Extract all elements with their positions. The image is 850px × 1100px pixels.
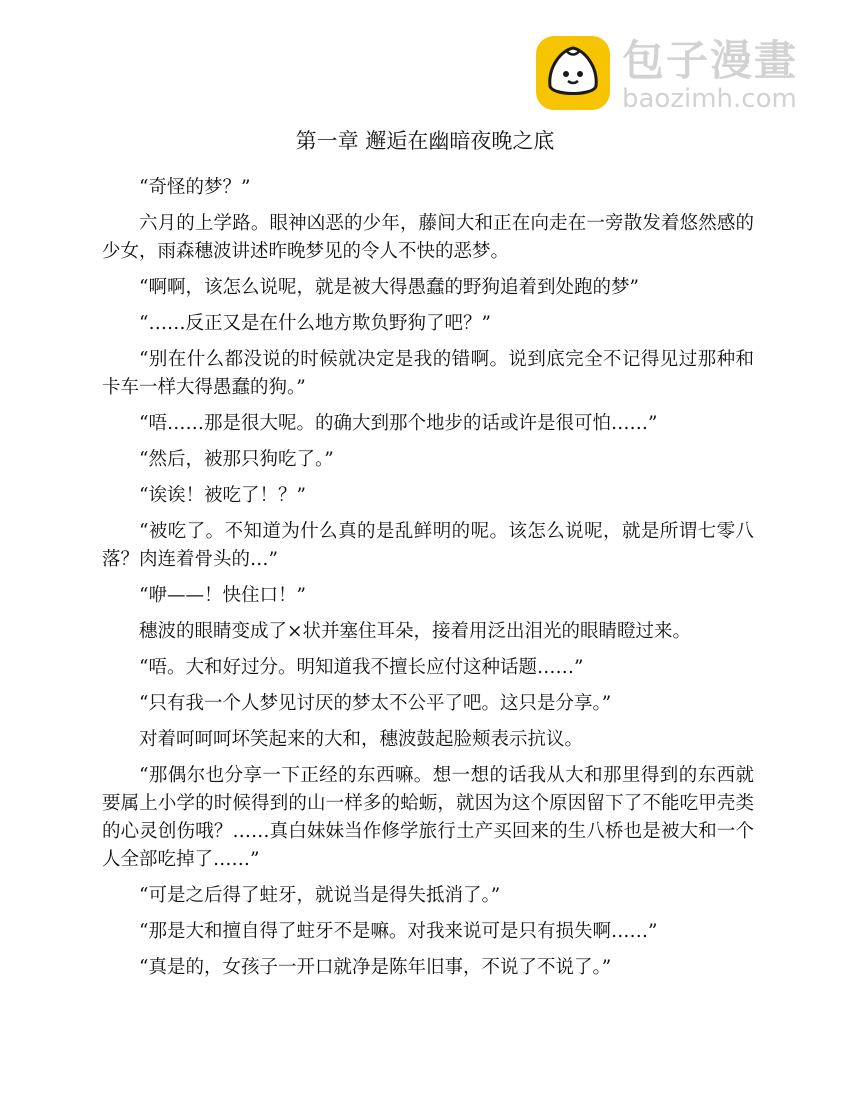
paragraph: “咿——！快住口！” [139, 585, 306, 606]
paragraph: 穗波的眼睛变成了×状并塞住耳朵，接着用泛出泪光的眼睛瞪过来。 [139, 621, 692, 642]
paragraph: “可是之后得了蛀牙，就说当是得失抵消了。” [139, 885, 501, 906]
bun-face-icon [536, 36, 610, 110]
watermark [534, 34, 834, 114]
paragraph: “别在什么都没说的时候就决定是我的错啊。说到底完全不记得见过那种和卡车一样大得愚蠢的狗。” [102, 349, 754, 398]
paragraph: 六月的上学路。眼神凶恶的少年，藤间大和正在向走在一旁散发着悠然感的少女，雨森穗波讲述昨晚梦见的令人不快的恶梦。 [102, 213, 754, 262]
paragraph: “然后，被那只狗吃了。” [139, 449, 334, 470]
bun-logo-icon [536, 36, 610, 110]
paragraph: “……反正又是在什么地方欺负野狗了吧？” [139, 313, 491, 334]
paragraph: 对着呵呵呵坏笑起来的大和，穗波鼓起脸颊表示抗议。 [139, 729, 584, 750]
paragraph: “唔。大和好过分。明知道我不擅长应付这种话题……” [139, 657, 584, 678]
paragraph: “奇怪的梦？” [139, 177, 251, 198]
watermark-title: 包子漫畫 [622, 36, 799, 85]
paragraph: “那是大和擅自得了蛀牙不是嘛。对我来说可是只有损失啊……” [139, 921, 658, 942]
paragraph: “只有我一个人梦见讨厌的梦太不公平了吧。这只是分享。” [139, 693, 612, 714]
paragraph: “真是的，女孩子一开口就净是陈年旧事，不说了不说了。” [139, 957, 612, 978]
chapter-title: 第一章 邂逅在幽暗夜晚之底 [295, 129, 555, 153]
paragraph: “被吃了。不知道为什么真的是乱鲜明的呢。该怎么说呢，就是所谓七零八落？肉连着骨头的…” [102, 521, 754, 570]
paragraph: “诶诶！被吃了！？” [139, 485, 306, 506]
paragraph: “那偶尔也分享一下正经的东西嘛。想一想的话我从大和那里得到的东西就要属上小学的时候得到的山一样多的蛤蛎，就因为这个原因留下了不能吃甲壳类的心灵创伤哦？……真白妹妹当作修学旅行土产买回来的生八桥也是被大和一个人全部吃掉了……” [102, 765, 754, 870]
paragraph: “唔……那是很大呢。的确大到那个地步的话或许是很可怕……” [139, 413, 658, 434]
chapter-body [102, 174, 754, 990]
watermark-domain: baozimh.com [622, 84, 797, 114]
paragraph: “啊啊，该怎么说呢，就是被大得愚蠢的野狗追着到处跑的梦” [139, 277, 639, 298]
